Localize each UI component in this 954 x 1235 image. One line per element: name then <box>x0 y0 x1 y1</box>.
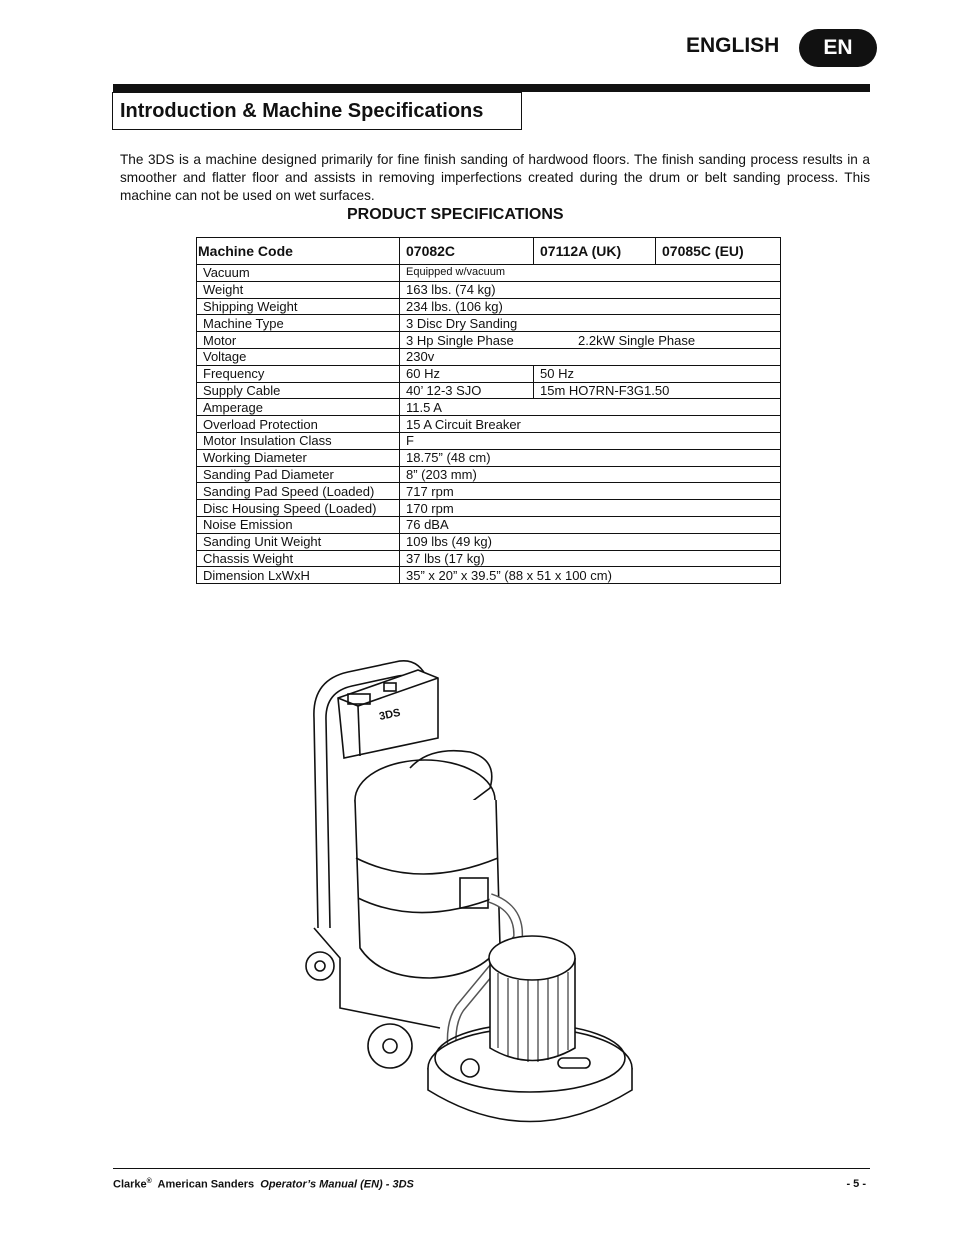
table-row <box>197 315 781 332</box>
registered-mark: ® <box>146 1178 152 1185</box>
intro-paragraph: The 3DS is a machine designed primarily for fine finish sanding of hardwood floors. The finish sanding process results in a smoother and flatter floor and assists in removing imperfections created during the drum or belt sanding process. This machine can not be used on wet surfaces. <box>120 152 870 203</box>
sander-machine-illustration <box>300 628 640 1148</box>
spec-value: 234 lbs. (106 kg) <box>400 298 781 315</box>
spec-label: Machine Type <box>197 315 400 332</box>
spec-value: 37 lbs (17 kg) <box>400 550 781 567</box>
spec-value-intl: 50 Hz <box>534 365 781 382</box>
spec-label: Frequency <box>197 365 400 382</box>
table-row <box>197 516 781 533</box>
spec-value-intl: 2.2kW Single Phase <box>578 332 696 348</box>
table-row <box>197 416 781 433</box>
table-row <box>197 265 781 282</box>
spec-value: 3 Disc Dry Sanding <box>400 315 781 332</box>
code-07085c-header: 07085C (EU) <box>656 238 781 265</box>
table-row <box>197 432 781 449</box>
table-row <box>197 365 781 382</box>
spec-label: Chassis Weight <box>197 550 400 567</box>
table-row <box>197 298 781 315</box>
spec-label: Motor Insulation Class <box>197 432 400 449</box>
table-row <box>197 466 781 483</box>
spec-label: Noise Emission <box>197 516 400 533</box>
spec-value <box>400 332 781 349</box>
spec-value: 18.75” (48 cm) <box>400 449 781 466</box>
motor-cap <box>489 936 575 980</box>
spec-label: Dimension LxWxH <box>197 567 400 584</box>
table-row <box>197 399 781 416</box>
footer-brand: Clarke <box>113 1178 147 1191</box>
code-07082c-header: 07082C <box>400 238 534 265</box>
language-label: ENGLISH <box>686 34 780 57</box>
section-title-box <box>112 92 522 130</box>
spec-value-us: 40’ 12-3 SJO <box>400 382 534 399</box>
table-row <box>197 332 781 349</box>
front-wheel <box>306 952 334 980</box>
spec-value-us: 3 Hp Single Phase <box>406 332 514 348</box>
spec-value: 170 rpm <box>400 500 781 517</box>
spec-label: Sanding Unit Weight <box>197 533 400 550</box>
footer-manual-title: Operator’s Manual (EN) - 3DS <box>260 1178 414 1191</box>
table-row <box>197 550 781 567</box>
footer-rule <box>113 1168 870 1169</box>
spec-value: 717 rpm <box>400 483 781 500</box>
language-badge: EN <box>799 29 877 67</box>
spec-label: Sanding Pad Speed (Loaded) <box>197 483 400 500</box>
header-rule <box>113 84 870 92</box>
spec-label: Amperage <box>197 399 400 416</box>
spec-value: 109 lbs (49 kg) <box>400 533 781 550</box>
spec-label: Disc Housing Speed (Loaded) <box>197 500 400 517</box>
page-number: - 5 - <box>846 1178 866 1190</box>
code-07112a-header: 07112A (UK) <box>534 238 656 265</box>
spec-value: 11.5 A <box>400 399 781 416</box>
machine-code-header: Machine Code <box>197 238 400 265</box>
table-row <box>197 500 781 517</box>
spec-label: Supply Cable <box>197 382 400 399</box>
spec-value: F <box>400 432 781 449</box>
spec-label: Sanding Pad Diameter <box>197 466 400 483</box>
spec-label: Weight <box>197 281 400 298</box>
spec-value: 15 A Circuit Breaker <box>400 416 781 433</box>
section-title: Introduction & Machine Specifications <box>120 99 484 122</box>
spec-label: Working Diameter <box>197 449 400 466</box>
spec-value-intl: 15m HO7RN-F3G1.50 <box>534 382 781 399</box>
footer-manual-info <box>113 1178 414 1191</box>
spec-heading: PRODUCT SPECIFICATIONS <box>347 206 564 223</box>
spec-value: 35” x 20” x 39.5” (88 x 51 x 100 cm) <box>400 567 781 584</box>
spec-label: Motor <box>197 332 400 349</box>
spec-label: Overload Protection <box>197 416 400 433</box>
table-row <box>197 449 781 466</box>
spec-label: Shipping Weight <box>197 298 400 315</box>
spec-value: 8” (203 mm) <box>400 466 781 483</box>
spec-value: 76 dBA <box>400 516 781 533</box>
spec-table <box>196 237 781 584</box>
footer-company: American Sanders <box>157 1178 255 1191</box>
spec-value: 230v <box>400 348 781 365</box>
table-row <box>197 483 781 500</box>
spec-value: Equipped w/vacuum <box>400 265 781 282</box>
spec-header-row <box>197 238 781 265</box>
table-row <box>197 348 781 365</box>
spec-value-us: 60 Hz <box>400 365 534 382</box>
table-row <box>197 533 781 550</box>
spec-label: Voltage <box>197 348 400 365</box>
rear-wheel <box>368 1024 412 1068</box>
sanding-head-skirt <box>428 1068 632 1122</box>
spec-value: 163 lbs. (74 kg) <box>400 281 781 298</box>
table-row <box>197 281 781 298</box>
vacuum-body <box>355 800 500 978</box>
table-row <box>197 567 781 584</box>
table-row <box>197 382 781 399</box>
panel-label: 3DS <box>378 706 402 723</box>
spec-label: Vacuum <box>197 265 400 282</box>
